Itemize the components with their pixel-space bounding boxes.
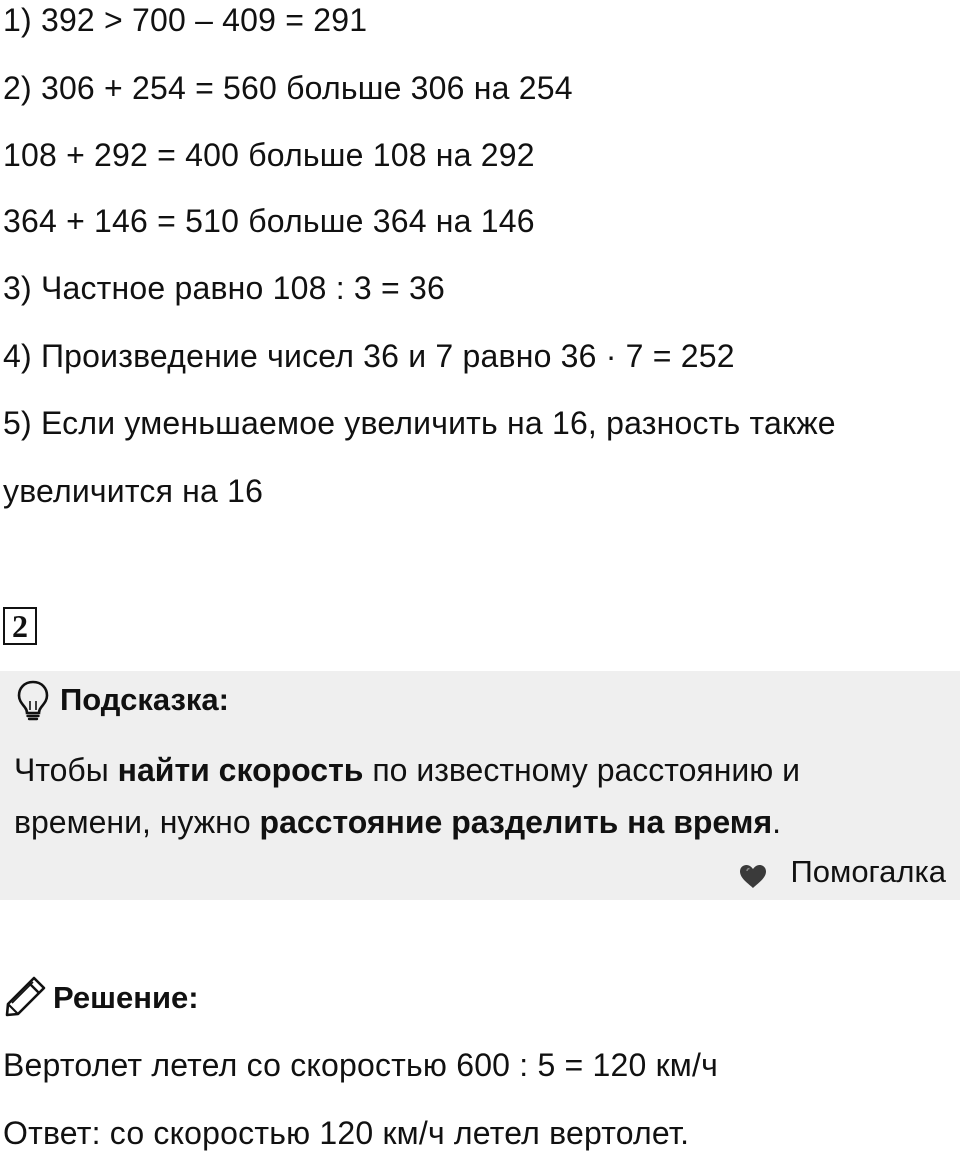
hint-text-part: по известному расстоянию и (363, 752, 801, 788)
solution-line-3: 108 + 292 = 400 больше 108 на 292 (3, 137, 535, 173)
solution-text: Вертолет летел со скоростью 600 : 5 = 120 км/ч (3, 1047, 718, 1083)
hint-title: Подсказка: (60, 682, 229, 717)
solution-title: Решение: (53, 980, 199, 1015)
answer-text: Ответ: со скоростью 120 км/ч летел вертолет. (3, 1115, 690, 1151)
solution-line-5: 3) Частное равно 108 : 3 = 36 (3, 270, 445, 306)
hint-line-2 (14, 802, 781, 842)
solution-line-4: 364 + 146 = 510 больше 364 на 146 (3, 203, 535, 239)
hint-text-part: . (772, 804, 782, 840)
credit-label: Помогалка (790, 854, 946, 889)
task-number: 2 (3, 607, 37, 645)
heart-icon (738, 863, 768, 889)
solution-line-2: 2) 306 + 254 = 560 больше 306 на 254 (3, 70, 573, 106)
lightbulb-icon (16, 679, 50, 721)
pencil-icon (4, 974, 48, 1018)
hint-line-1 (14, 750, 800, 790)
hint-text-part: Чтобы (14, 752, 118, 788)
solution-line-7: 5) Если уменьшаемое увеличить на 16, разность также (3, 405, 836, 441)
hint-emphasis: найти скорость (117, 752, 364, 788)
solution-line-8: увеличится на 16 (3, 473, 264, 509)
solution-line-6: 4) Произведение чисел 36 и 7 равно 36 · 7 = 252 (3, 338, 735, 374)
hint-text-part: времени, нужно (14, 804, 260, 840)
hint-emphasis: расстояние разделить на время (259, 804, 773, 840)
solution-line-1: 1) 392 > 700 – 409 = 291 (3, 2, 368, 38)
